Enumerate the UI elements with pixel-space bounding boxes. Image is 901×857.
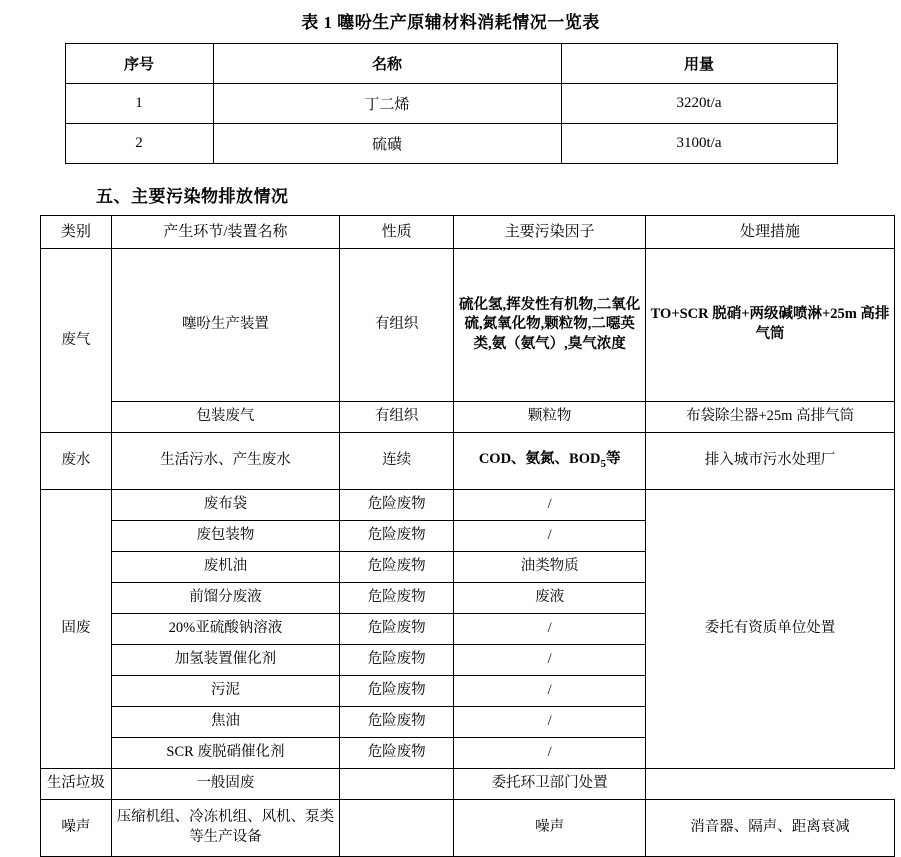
table-row: [41, 769, 895, 800]
cell-nature: 危险废物: [340, 738, 454, 769]
materials-table: [65, 43, 838, 164]
cell-source: 加氢装置催化剂: [111, 645, 339, 676]
cell-name: 硫磺: [213, 124, 561, 164]
table-row: [41, 490, 895, 521]
cell-factors: 颗粒物: [454, 402, 646, 433]
cell-factors: 硫化氢,挥发性有机物,二氧化硫,氮氧化物,颗粒物,二噁英类,氨（氨气）,臭气浓度: [454, 249, 646, 402]
table-header-row: [41, 216, 895, 249]
cell-factors: /: [454, 707, 646, 738]
column-header-factors: 主要污染因子: [454, 216, 646, 249]
cell-name: 丁二烯: [213, 84, 561, 124]
table-row: [41, 433, 895, 490]
cell-nature: 一般固废: [111, 769, 339, 800]
cell-factors: /: [454, 490, 646, 521]
cell-factors: /: [454, 738, 646, 769]
cell-nature: 连续: [340, 433, 454, 490]
cell-measure: 布袋除尘器+25m 高排气筒: [646, 402, 895, 433]
cell-amount: 3100t/a: [561, 124, 837, 164]
factors-text-line2: 等: [605, 451, 621, 468]
cell-source: 废布袋: [111, 490, 339, 521]
cell-source: 废机油: [111, 552, 339, 583]
cell-source: 前馏分废液: [111, 583, 339, 614]
cell-nature: 危险废物: [340, 521, 454, 552]
cell-measure: 排入城市污水处理厂: [646, 433, 895, 490]
cell-source: 焦油: [111, 707, 339, 738]
cell-category-noise: 噪声: [41, 800, 112, 857]
cell-source: 包装废气: [111, 402, 339, 433]
column-header-index: 序号: [65, 44, 213, 84]
cell-source: 20%亚硫酸钠溶液: [111, 614, 339, 645]
pollutant-table: [40, 215, 895, 857]
factors-text-line1: COD、氨氮、BOD: [478, 451, 601, 468]
table-row: [41, 402, 895, 433]
cell-factors: [340, 769, 454, 800]
cell-nature: [340, 800, 454, 857]
cell-category-solid-waste: 固废: [41, 490, 112, 769]
column-header-measure: 处理措施: [646, 216, 895, 249]
table-row: [41, 800, 895, 857]
cell-factors: /: [454, 676, 646, 707]
cell-source: 压缩机组、冷冻机组、风机、泵类等生产设备: [111, 800, 339, 857]
cell-source: 生活垃圾: [41, 769, 112, 800]
cell-index: 2: [65, 124, 213, 164]
table-row: [65, 84, 837, 124]
cell-factors: /: [454, 521, 646, 552]
cell-nature: 危险废物: [340, 676, 454, 707]
table-row: [41, 249, 895, 402]
cell-source: 生活污水、产生废水: [111, 433, 339, 490]
cell-measure: 消音器、隔声、距离衰减: [646, 800, 895, 857]
cell-measure: TO+SCR 脱硝+两级碱喷淋+25m 高排气筒: [646, 249, 895, 402]
cell-factors: 油类物质: [454, 552, 646, 583]
cell-nature: 有组织: [340, 249, 454, 402]
pollutant-table-wrapper: [40, 215, 895, 857]
cell-nature: 危险废物: [340, 583, 454, 614]
cell-category-waste-gas: 废气: [41, 249, 112, 433]
cell-factors: [454, 433, 646, 490]
cell-nature: 危险废物: [340, 645, 454, 676]
cell-index: 1: [65, 84, 213, 124]
table-row: [65, 124, 837, 164]
page-title: 表 1 噻吩生产原辅材料消耗情况一览表: [301, 13, 600, 32]
cell-factors: 噪声: [454, 800, 646, 857]
column-header-amount: 用量: [561, 44, 837, 84]
section-heading: 五、主要污染物排放情况: [96, 187, 289, 206]
column-header-name: 名称: [213, 44, 561, 84]
column-header-nature: 性质: [340, 216, 454, 249]
cell-measure: 委托有资质单位处置: [646, 490, 895, 769]
cell-category-waste-water: 废水: [41, 433, 112, 490]
cell-nature: 危险废物: [340, 490, 454, 521]
cell-nature: 危险废物: [340, 707, 454, 738]
cell-nature: 危险废物: [340, 552, 454, 583]
cell-source: 废包装物: [111, 521, 339, 552]
cell-nature: 有组织: [340, 402, 454, 433]
column-header-category: 类别: [41, 216, 112, 249]
column-header-source: 产生环节/装置名称: [111, 216, 339, 249]
table-header-row: [65, 44, 837, 84]
cell-source: 污泥: [111, 676, 339, 707]
cell-measure: 委托环卫部门处置: [454, 769, 646, 800]
materials-table-wrapper: [65, 43, 837, 164]
cell-factors: /: [454, 614, 646, 645]
cell-factors: 废液: [454, 583, 646, 614]
cell-factors: /: [454, 645, 646, 676]
cell-source: SCR 废脱硝催化剂: [111, 738, 339, 769]
cell-source: 噻吩生产装置: [111, 249, 339, 402]
factors-subscript: 5: [600, 458, 606, 471]
cell-nature: 危险废物: [340, 614, 454, 645]
cell-amount: 3220t/a: [561, 84, 837, 124]
